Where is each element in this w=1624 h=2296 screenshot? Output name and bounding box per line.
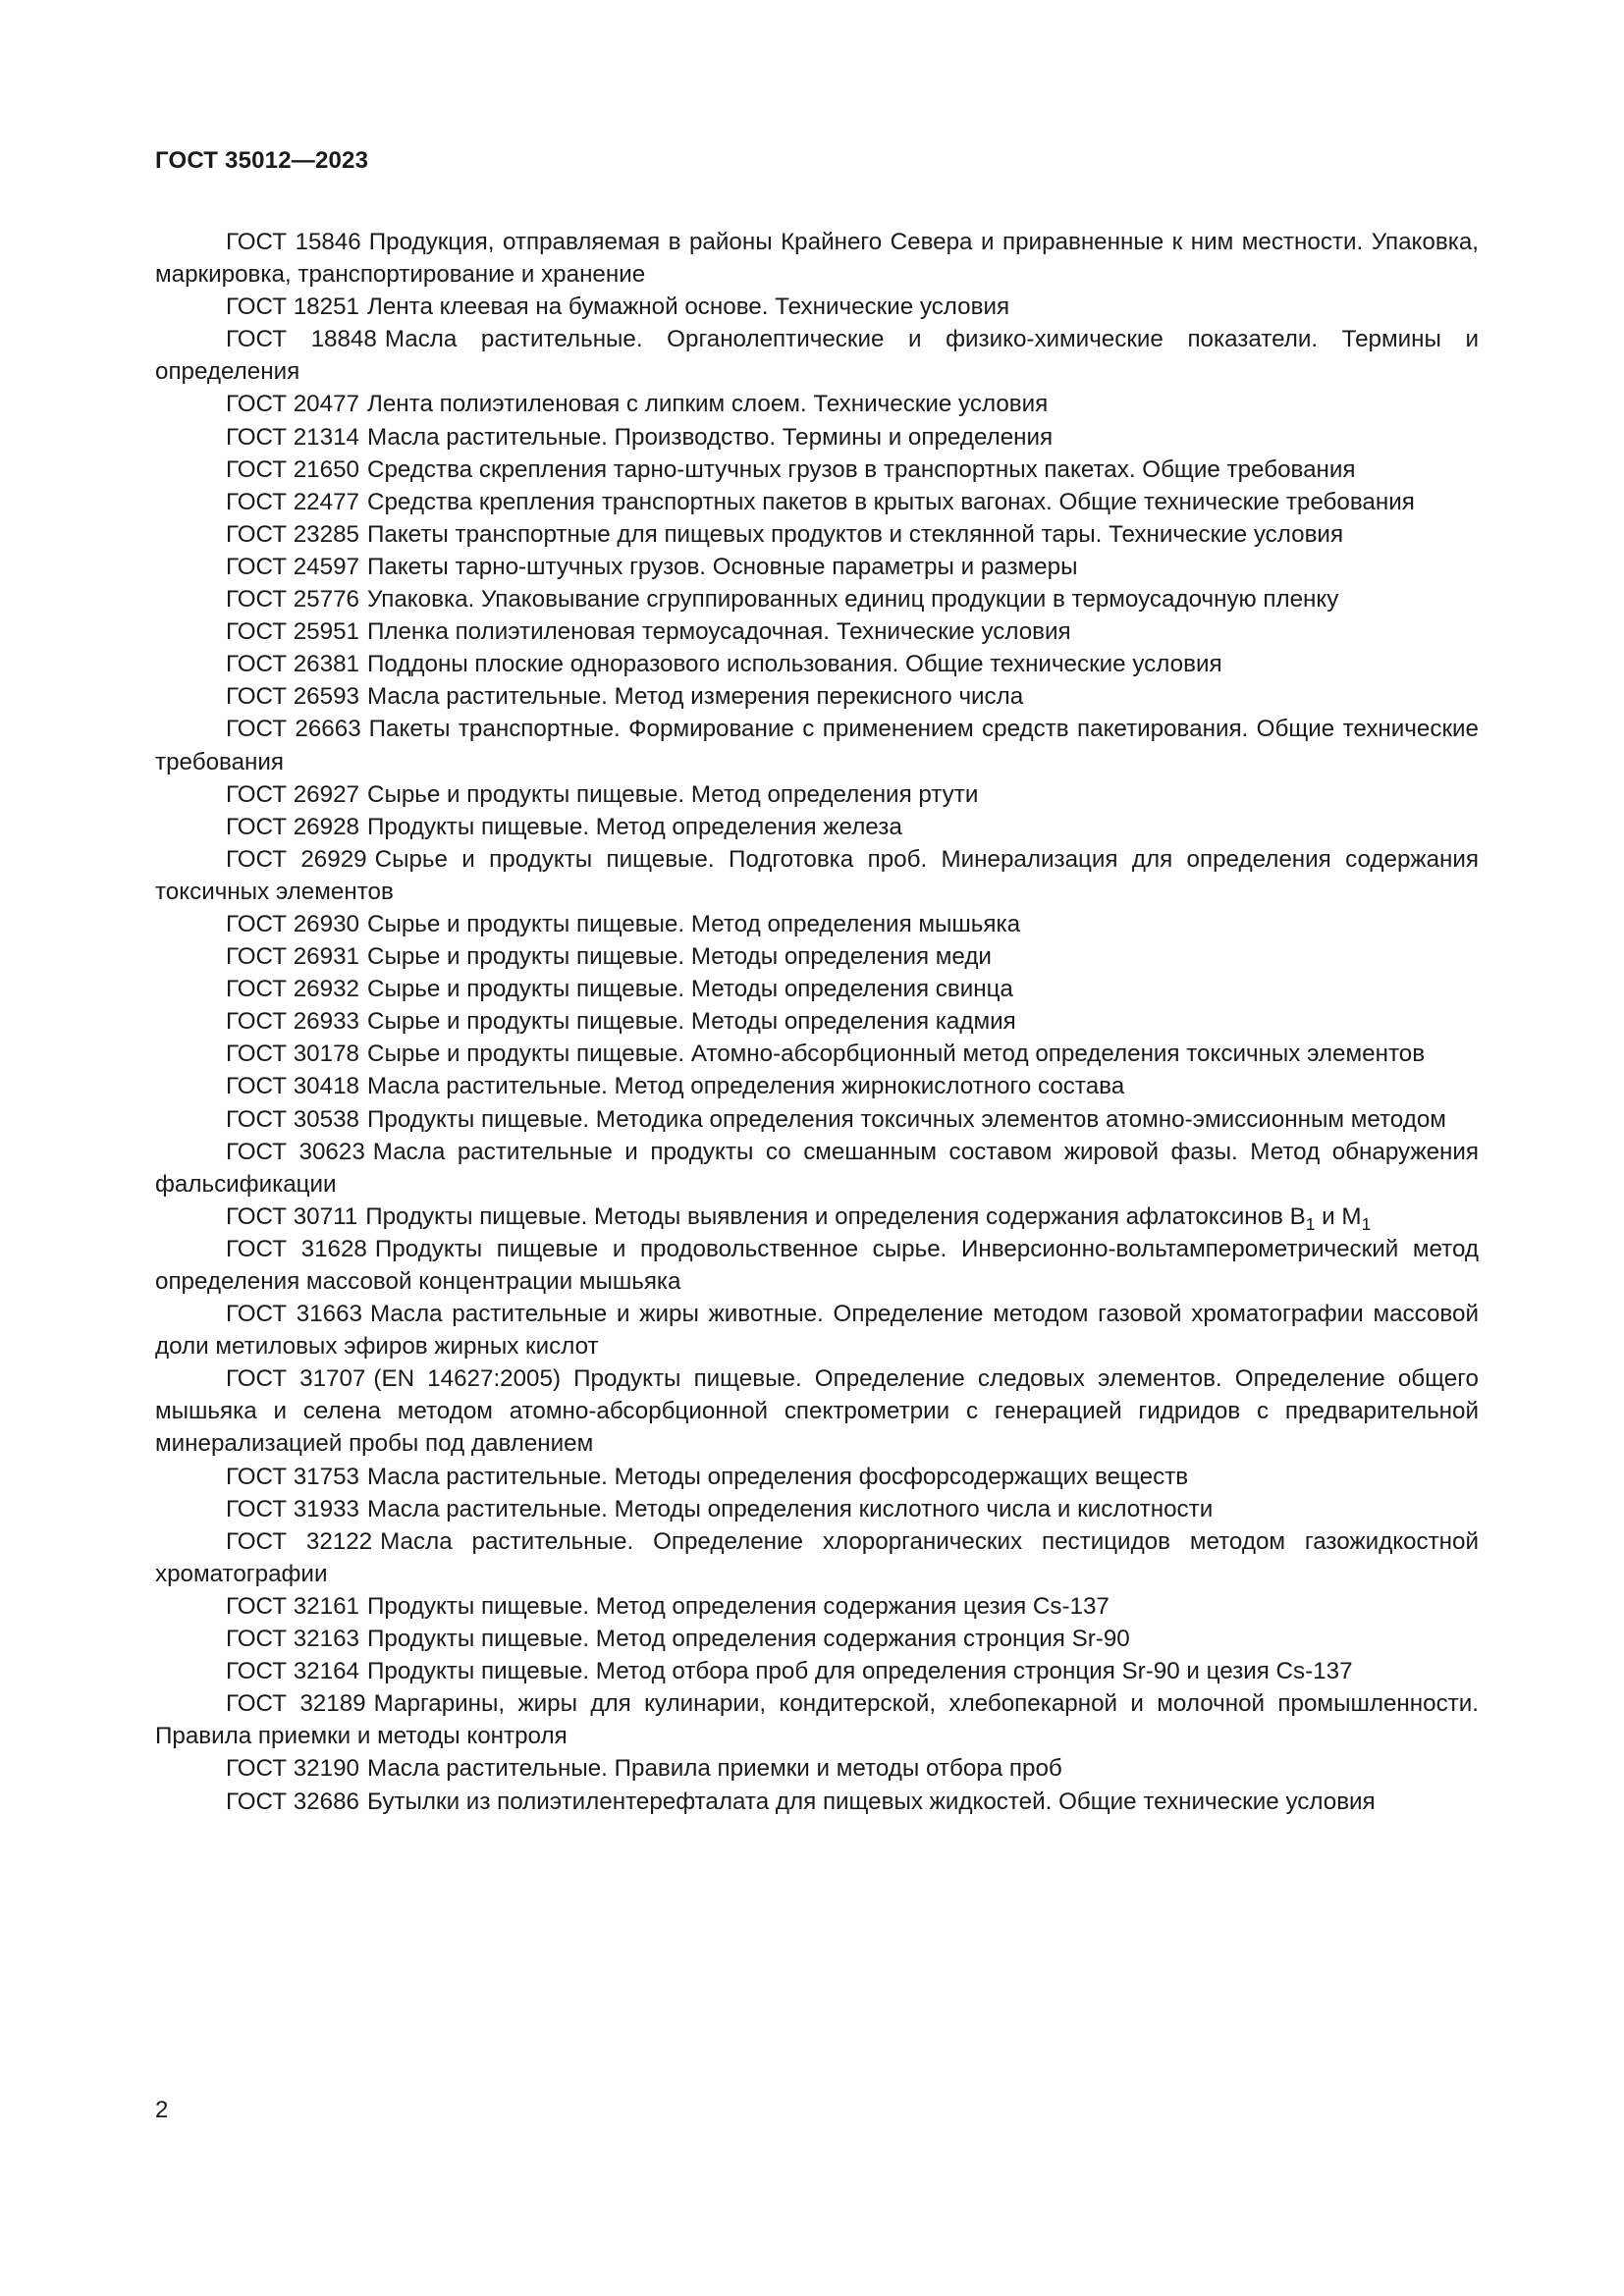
reference-title: Масла растительные. Методы определения фосфорсодержащих веществ [366,1463,1189,1490]
reference-code: ГОСТ 22477 [226,488,359,515]
reference-entry [155,1136,1479,1201]
reference-entry [155,908,1479,940]
reference-code: ГОСТ 32686 [226,1788,359,1815]
reference-code: ГОСТ 31753 [226,1463,359,1490]
reference-code: ГОСТ 31663 [226,1301,363,1328]
reference-entry [155,486,1479,518]
reference-entry [155,1005,1479,1038]
reference-title: Лента клеевая на бумажной основе. Технические условия [366,294,1010,321]
reference-entry [155,323,1479,388]
reference-code: ГОСТ 26927 [226,780,359,808]
reference-entry [155,226,1479,291]
reference-entry [155,518,1479,551]
reference-title: Масла растительные. Метод измерения перекисного числа [366,683,1024,711]
reference-code: ГОСТ 31628 [226,1235,367,1262]
reference-title: Продукты пищевые. Метод определения содержания цезия Cs-137 [366,1592,1110,1620]
reference-code: ГОСТ 32163 [226,1626,359,1653]
reference-entry [155,1687,1479,1752]
reference-title: Маргарины, жиры для кулинарии, кондитерской, хлебопекарной и молочной промышленности. Правила приемки и методы контроля [155,1690,1479,1750]
reference-title: Упаковка. Упаковывание сгруппированных единиц продукции в термоусадочную пленку [366,586,1339,614]
reference-entry [155,1038,1479,1070]
reference-title: Продукты пищевые. Метод определения содержания стронция Sr-90 [366,1626,1130,1653]
reference-title: Масла растительные. Органолептические и физико-химические показатели. Термины и определения [155,326,1479,386]
reference-title: Лента полиэтиленовая с липким слоем. Технические условия [366,391,1049,418]
reference-code: ГОСТ 18848 [226,326,377,353]
reference-title: Средства скрепления тарно-штучных грузов в транспортных пакетах. Общие требования [366,455,1356,483]
reference-code: ГОСТ 26929 [226,845,367,873]
reference-title: Масла растительные. Метод определения жирнокислотного состава [366,1073,1125,1100]
reference-code: ГОСТ 26381 [226,651,359,678]
page-number: 2 [155,2097,169,2123]
reference-code: ГОСТ 25951 [226,618,359,646]
reference-entry [155,1752,1479,1785]
subscript-index: 1 [1361,1213,1372,1234]
reference-title-part: и M [1315,1202,1362,1230]
reference-entry [155,1103,1479,1136]
reference-entry [155,680,1479,713]
normative-references-list [155,226,1479,1818]
reference-title: Сырье и продукты пищевые. Методы определения кадмия [366,1008,1016,1036]
reference-title: Продукты пищевые. Метод определения железа [366,813,902,840]
reference-title: Масла растительные. Определение хлорорганических пестицидов методом газожидкостной хроматографии [155,1527,1479,1587]
reference-code: ГОСТ 26931 [226,943,359,971]
reference-entry [155,1493,1479,1525]
reference-code: ГОСТ 26930 [226,910,359,937]
reference-code: ГОСТ 18251 [226,294,359,321]
reference-title: Средства крепления транспортных пакетов в крытых вагонах. Общие технические требования [366,488,1415,515]
reference-entry [155,1298,1479,1362]
reference-code: ГОСТ 20477 [226,391,359,418]
reference-entry [155,1525,1479,1590]
reference-title-part: Продукты пищевые. Методы выявления и определения содержания афлатоксинов B [365,1202,1306,1230]
reference-code: ГОСТ 30418 [226,1073,359,1100]
reference-entry [155,1623,1479,1655]
reference-code: ГОСТ 24597 [226,553,359,580]
reference-code: ГОСТ 21314 [226,423,359,451]
reference-code: ГОСТ 30711 [226,1202,358,1230]
reference-entry [155,1070,1479,1102]
reference-entry [155,1461,1479,1493]
reference-title: Пакеты транспортные для пищевых продуктов и стеклянной тары. Технические условия [366,520,1344,548]
reference-code: ГОСТ 31933 [226,1495,359,1522]
reference-code: ГОСТ 23285 [226,520,359,548]
reference-entry [155,940,1479,973]
reference-entry [155,1655,1479,1687]
reference-title: Сырье и продукты пищевые. Методы определения меди [366,943,992,971]
reference-title: Сырье и продукты пищевые. Методы определения свинца [366,976,1013,1003]
reference-code: ГОСТ 32164 [226,1658,359,1685]
reference-title: Поддоны плоские одноразового использования. Общие технические условия [366,651,1222,678]
subscript-index: 1 [1305,1213,1316,1234]
reference-entry [155,1590,1479,1623]
reference-entry [155,615,1479,648]
reference-code: ГОСТ 15846 [226,229,361,255]
reference-code: ГОСТ 26928 [226,813,359,840]
reference-entry [155,388,1479,420]
reference-entry [155,1233,1479,1298]
reference-title: Сырье и продукты пищевые. Метод определения мышьяка [366,910,1021,937]
reference-code: ГОСТ 26663 [226,716,361,743]
reference-entry [155,1786,1479,1818]
reference-title: Сырье и продукты пищевые. Подготовка проб. Минерализация для определения содержания токсичных элементов [155,845,1479,905]
reference-code: ГОСТ 31707 [226,1365,366,1393]
reference-entry [155,583,1479,615]
reference-title: Пленка полиэтиленовая термоусадочная. Технические условия [366,618,1071,646]
reference-entry [155,778,1479,811]
reference-entry [155,973,1479,1005]
reference-code: ГОСТ 30623 [226,1138,365,1165]
reference-title: Продукты пищевые и продовольственное сырье. Инверсионно-вольтамперометрический метод определения массовой концентрации мышьяка [155,1235,1479,1295]
reference-code: ГОСТ 26593 [226,683,359,711]
reference-title: Продукты пищевые. Методика определения токсичных элементов атомно-эмиссионным методом [366,1105,1446,1133]
reference-title: Масла растительные и жиры животные. Определение методом газовой хроматографии массовой доли метиловых эфиров жирных кислот [155,1301,1479,1361]
page-header: ГОСТ 35012—2023 [155,147,369,174]
reference-title: Продукты пищевые. Метод отбора проб для определения стронция Sr-90 и цезия Cs-137 [366,1658,1353,1685]
reference-title: Сырье и продукты пищевые. Атомно-абсорбционный метод определения токсичных элементов [366,1041,1426,1068]
reference-title: Сырье и продукты пищевые. Метод определения ртути [366,780,979,808]
reference-title: Пакеты тарно-штучных грузов. Основные параметры и размеры [366,553,1078,580]
reference-entry [155,291,1479,323]
reference-title: Масла растительные. Правила приемки и методы отбора проб [366,1755,1062,1783]
reference-code: ГОСТ 25776 [226,586,359,614]
reference-entry [155,713,1479,777]
reference-entry [155,1201,1479,1233]
reference-title: Продукция, отправляемая в районы Крайнего Севера и приравненные к ним местности. Упаковка, маркировка, транспортирование и хранение [155,229,1479,289]
reference-code: ГОСТ 32161 [226,1592,359,1620]
reference-entry [155,454,1479,486]
reference-code: ГОСТ 26932 [226,976,359,1003]
reference-title: (EN 14627:2005) Продукты пищевые. Определение следовых элементов. Определение общего мышьяка и селена методом атомно-абсорбционной спектрометрии с генерацией гидридов с предварительной минерализацией пробы под давлением [155,1365,1479,1458]
reference-code: ГОСТ 30178 [226,1041,359,1068]
reference-title: Масла растительные. Методы определения кислотного числа и кислотности [366,1495,1214,1522]
reference-code: ГОСТ 32189 [226,1690,366,1718]
reference-title: Бутылки из полиэтилентерефталата для пищевых жидкостей. Общие технические условия [366,1788,1376,1815]
reference-code: ГОСТ 26933 [226,1008,359,1036]
reference-entry [155,811,1479,843]
reference-title: Масла растительные. Производство. Термины и определения [366,423,1054,451]
reference-code: ГОСТ 21650 [226,455,359,483]
reference-entry [155,1362,1479,1460]
reference-entry [155,551,1479,583]
reference-entry [155,648,1479,680]
reference-title: Пакеты транспортные. Формирование с применением средств пакетирования. Общие технические требования [155,716,1479,775]
reference-title: Масла растительные и продукты со смешанным составом жировой фазы. Метод обнаружения фальсификации [155,1138,1479,1198]
reference-code: ГОСТ 30538 [226,1105,359,1133]
reference-code: ГОСТ 32122 [226,1527,373,1555]
reference-code: ГОСТ 32190 [226,1755,359,1783]
reference-entry [155,421,1479,454]
reference-entry [155,843,1479,908]
